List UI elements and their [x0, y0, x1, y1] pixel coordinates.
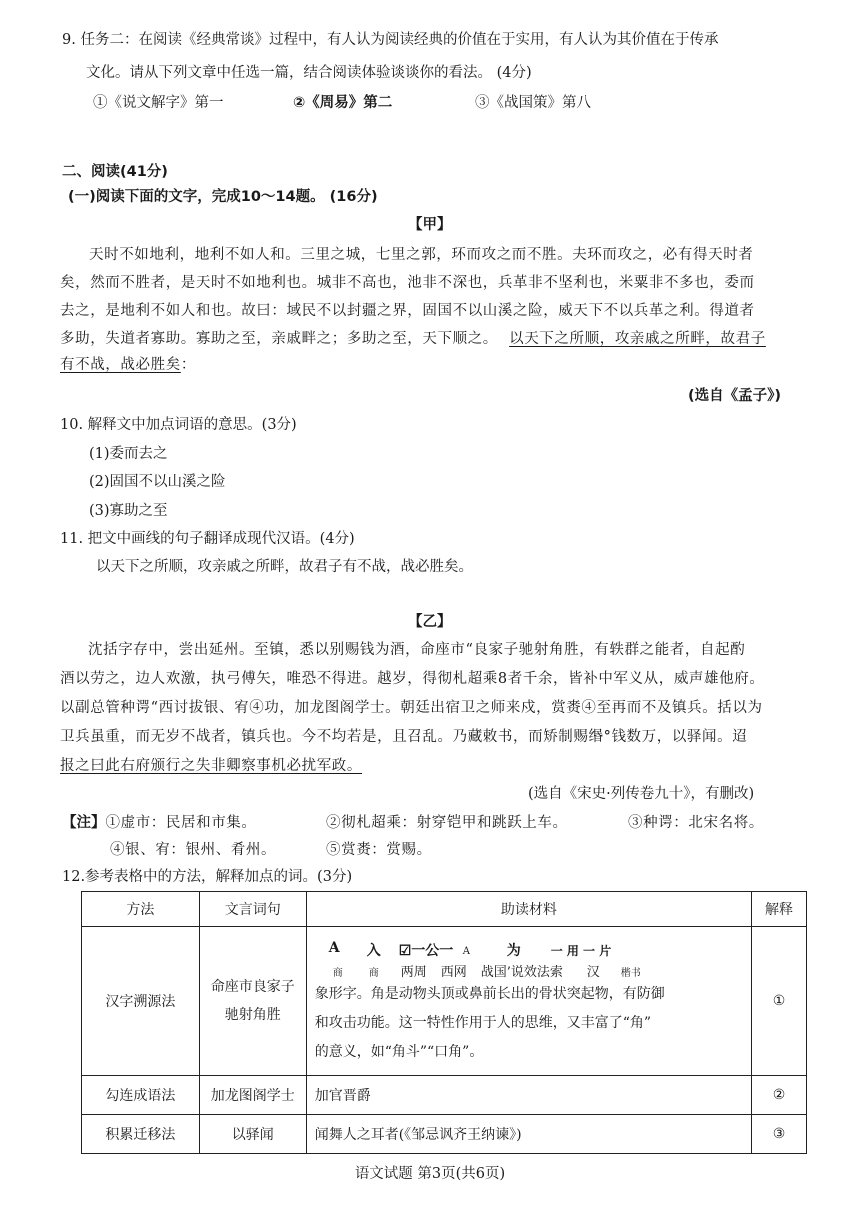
- table-row: [82, 1115, 807, 1154]
- q12-stem: 12.参考表格中的方法，解释加点的词。(3分): [62, 869, 353, 885]
- q10-item-2: (2)固国不以山溪之险: [89, 474, 226, 490]
- row1-answer: ①: [752, 927, 807, 1076]
- glyph-zhou: ☑一公一: [398, 942, 454, 959]
- q11-sentence: 以天下之所顺，攻亲戚之所畔，故君子有不战，战必胜矣。: [96, 559, 473, 575]
- row1-phrase-b: 驰射角胜: [224, 1007, 281, 1023]
- jia-underlined-sentence-part2: 有不战，战必胜矣: [60, 357, 181, 373]
- row3-answer: ③: [752, 1115, 807, 1154]
- glyph-small-a: A: [462, 945, 470, 957]
- note-5: ⑤赏赉：赏赐。: [326, 842, 432, 858]
- yi-line-2: 酒以劳之，边人欢激，执弓傅矢，唯恐不得进。越岁，得彻札超乘8者千余，皆补中军义从，威声雄他府。: [60, 671, 765, 687]
- label-kaishu: 楷书: [620, 967, 641, 979]
- notes-row-1: [62, 813, 257, 833]
- q9-option-3: ③《战国策》第八: [475, 95, 591, 111]
- header-material: 助读材料: [306, 892, 751, 927]
- table-header-row: [82, 892, 807, 927]
- row3-method: 积累迁移法: [82, 1115, 200, 1154]
- notes-label: 【注】: [62, 815, 106, 831]
- row1-phrase-a: 命座市良家子: [210, 979, 295, 995]
- header-method: 方法: [82, 892, 200, 927]
- q10-item-1: (1)委而去之: [89, 446, 168, 462]
- yi-line-3: 以副总管种谔“西讨拔银、宥④功，加龙图阁学士。朝廷出宿卫之师来戍，赏赉④至再而不及镇兵。括以为: [60, 700, 763, 716]
- row3-phrase: 以驿闻: [199, 1115, 306, 1154]
- q9-stem-line2: 文化。请从下列文章中任选一篇，结合阅读体验谈谈你的看法。 (4分): [86, 65, 532, 81]
- glyph-han-kaishu: 一 用 一 片: [550, 943, 612, 958]
- yi-line-1: 沈括字存中，尝出延州。至镇，悉以别赐钱为酒，命座市“良家子驰射角胜，有轶群之能者，自起酌: [88, 642, 746, 658]
- jia-colon: ：: [180, 357, 196, 373]
- note-3: ③种谔：北宋名将。: [628, 815, 764, 831]
- jia-heading: 【甲】: [408, 217, 452, 233]
- yi-underlined-sentence: 报之曰此右府颁行之失非卿察事机必扰军政。: [60, 758, 362, 774]
- label-shang-2: 商: [368, 967, 379, 979]
- row2-phrase: 加龙图阁学士: [199, 1076, 306, 1115]
- q10-item-3: (3)寡助之至: [89, 503, 168, 519]
- jia-source: (选自《孟子》): [688, 388, 782, 404]
- row1-phrase: [199, 927, 306, 1076]
- label-zhanguo: 战国’说效法索: [480, 964, 563, 980]
- q9-stem-line1: 9. 任务二：在阅读《经典常谈》过程中，有人认为阅读经典的价值在于实用，有人认为其价值在于传承: [62, 32, 719, 48]
- header-answer: 解释: [752, 892, 807, 927]
- yi-heading: 【乙】: [408, 614, 452, 630]
- label-shang-1: 商: [332, 967, 343, 979]
- jia-line-1: 天时不如地利，地利不如人和。三里之城，七里之郭，环而攻之而不胜。夫环而攻之，必有得天时者: [89, 247, 754, 263]
- row1-material-line-3: 的意义，如“角斗”“口角”。: [314, 1043, 484, 1060]
- row1-material: [306, 927, 751, 1076]
- jia-line-3: 去之，是地利不如人和也。故曰：域民不以封疆之界，固国不以山溪之险，威天下不以兵革之利。得道者: [60, 303, 755, 319]
- note-4: ④银、宥：银州、肴州。: [110, 842, 277, 858]
- yi-source: (选自《宋史·列传卷九十》，有删改): [528, 786, 755, 802]
- page-footer: 语文试题 第3页(共6页): [354, 1166, 506, 1182]
- row1-material-line-2: 和攻击功能。这一特性作用于人的思维，又丰富了“角”: [314, 1014, 652, 1031]
- row1-method: 汉字溯源法: [82, 927, 200, 1076]
- row2-answer: ②: [752, 1076, 807, 1115]
- table-row: [82, 927, 807, 1076]
- row1-material-line-1: 象形字。角是动物头顶或鼻前长出的骨状突起物，有防御: [314, 985, 665, 1002]
- method-table: [81, 891, 807, 1154]
- glyph-zhanguo: 为: [506, 942, 521, 959]
- note-2: ②彻札超乘：射穿铠甲和跳跃上车。: [326, 815, 568, 831]
- row3-material: 闻舞人之耳者(《邹忌讽齐王纳谏》): [306, 1115, 751, 1154]
- note-1: ①虚市：民居和市集。: [105, 815, 257, 831]
- glyph-shang-1: A: [328, 939, 340, 956]
- row2-material: 加官晋爵: [306, 1076, 751, 1115]
- jia-line-4: [60, 329, 766, 349]
- label-han: 汉: [586, 964, 600, 980]
- label-liangzhou: 两周: [400, 964, 427, 980]
- label-xiwang: 西网: [440, 964, 467, 980]
- table-row: [82, 1076, 807, 1115]
- row2-method: 勾连成语法: [82, 1076, 200, 1115]
- part1-title: (一)阅读下面的文字，完成10～14题。 (16分): [68, 189, 378, 205]
- q11-stem: 11. 把文中画线的句子翻译成现代汉语。(4分): [60, 531, 355, 547]
- glyph-evolution-strip: [315, 936, 743, 980]
- q9-option-1: ①《说文解字》第一: [93, 95, 224, 111]
- jia-line-2: 矣，然而不胜者，是天时不如地利也。城非不高也，池非不深也，兵革非不坚利也，米粟非不多也，委而: [60, 275, 755, 291]
- jia-underlined-sentence-part1: 以天下之所顺，攻亲戚之所畔，故君子: [509, 331, 766, 347]
- jia-line-4-text: 多助，失道者寡助。寡助之至，亲戚畔之；多助之至，天下顺之。: [60, 331, 498, 347]
- header-phrase: 文言词句: [199, 892, 306, 927]
- q9-option-2: ②《周易》第二: [293, 95, 393, 111]
- jia-line-5: [60, 355, 196, 375]
- section-title: 二、阅读(41分): [62, 164, 168, 180]
- yi-line-4: 卫兵虽重，而无岁不战者，镇兵也。今不均若是，且召乱。乃藏敕书，而矫制赐缗°钱数万，以驿闻。迢: [60, 729, 748, 745]
- glyph-shang-2: 入: [366, 942, 381, 959]
- q10-stem: 10. 解释文中加点词语的意思。(3分): [60, 417, 297, 433]
